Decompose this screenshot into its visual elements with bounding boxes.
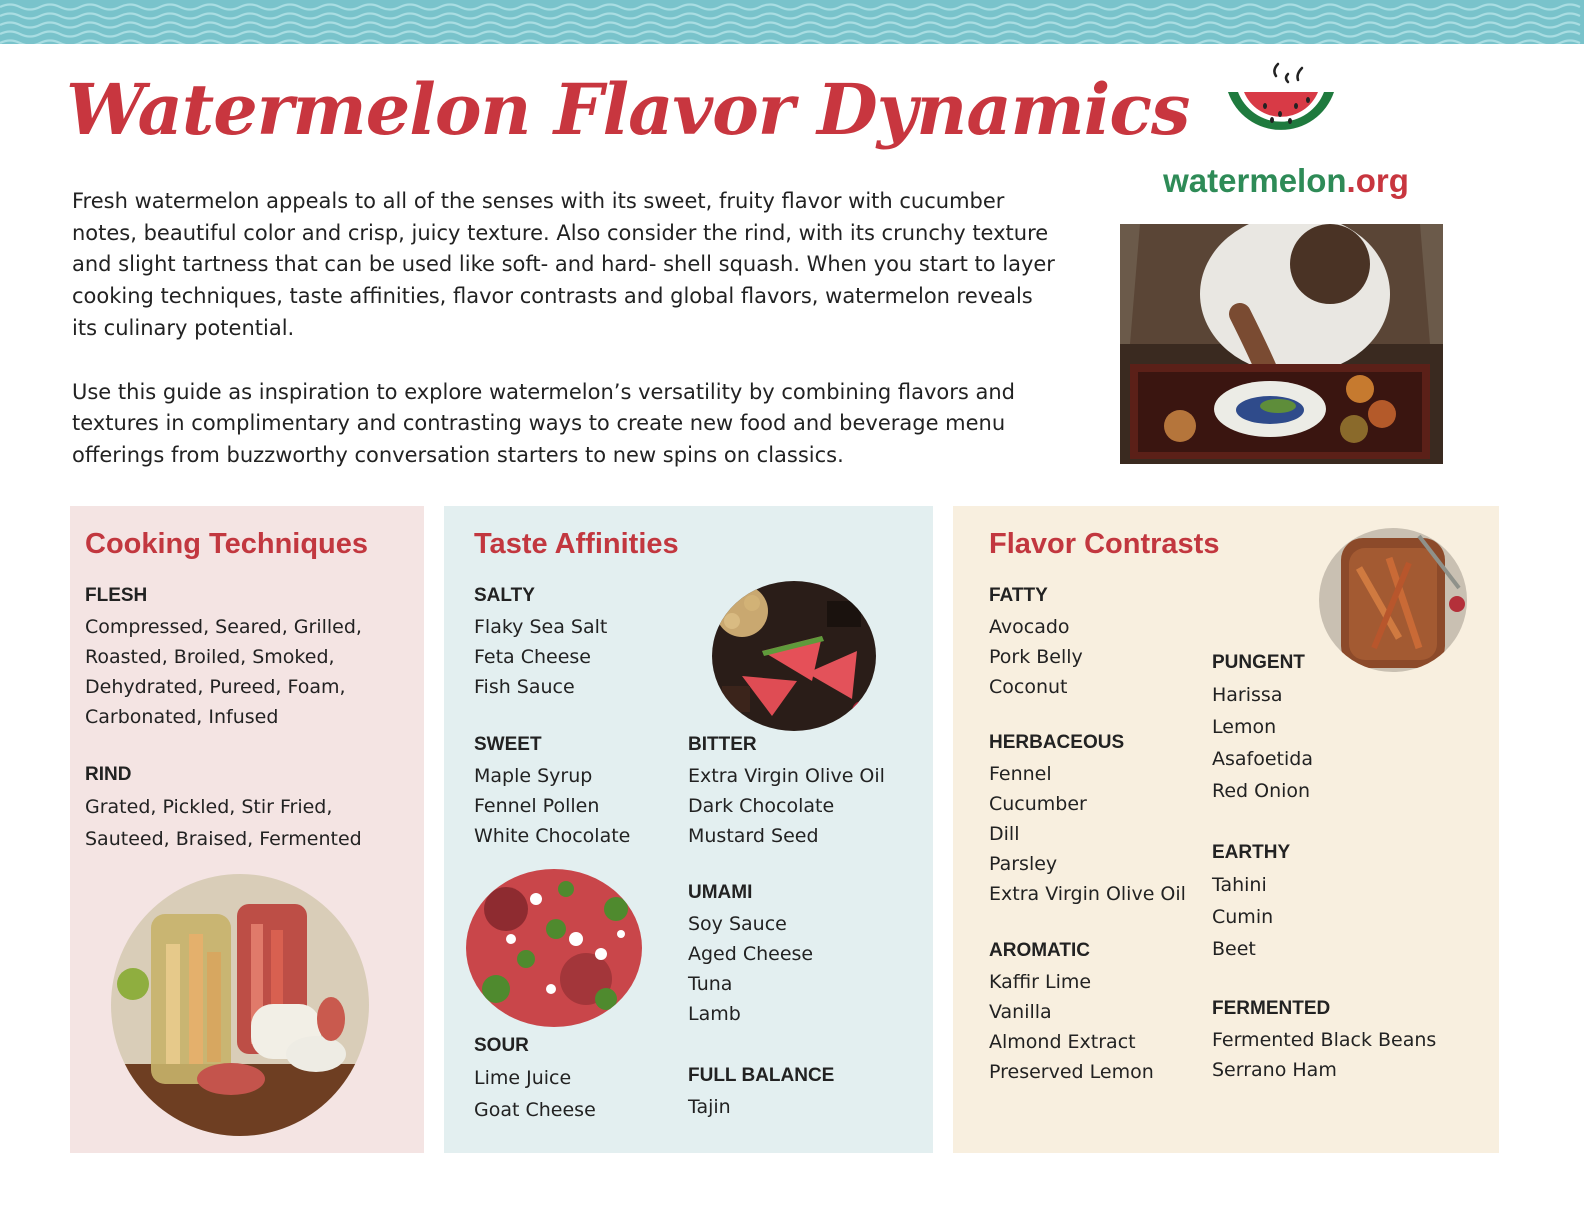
cooking-techniques-title: Cooking Techniques [85, 528, 369, 560]
logo-wordmark [1150, 162, 1422, 200]
list-item: Fermented Black Beans [1212, 1029, 1437, 1051]
list-item: Vanilla [989, 1001, 1052, 1023]
list-item: Sauteed, Braised, Fermented [85, 828, 362, 850]
fermented-group [1212, 997, 1436, 1085]
pungent-group [1212, 651, 1313, 807]
cooking-techniques-panel [70, 506, 424, 1153]
wave-pattern-band [0, 0, 1584, 44]
list-item: Pork Belly [989, 646, 1083, 668]
pungent-heading: PUNGENT [1212, 652, 1305, 673]
fatty-group [989, 584, 1083, 702]
sour-group [474, 1034, 596, 1126]
list-item: Aged Cheese [688, 943, 814, 965]
list-item: Red Onion [1212, 780, 1311, 802]
sweet-group [474, 733, 630, 851]
list-item: Lemon [1212, 716, 1277, 738]
aromatic-heading: AROMATIC [989, 940, 1090, 961]
list-item: Roasted, Broiled, Smoked, [85, 646, 335, 668]
umami-heading: UMAMI [688, 882, 753, 903]
list-item: Mustard Seed [688, 825, 819, 847]
list-item: Cumin [1212, 906, 1274, 928]
list-item: Extra Virgin Olive Oil [688, 765, 885, 787]
page-title: Watermelon Flavor Dynamics [66, 68, 1190, 151]
list-item: Grated, Pickled, Stir Fried, [85, 796, 333, 818]
list-item: Tajin [688, 1096, 731, 1118]
rind-heading: RIND [85, 764, 132, 785]
list-item: Goat Cheese [474, 1099, 596, 1121]
intro-paragraph-1: Fresh watermelon appeals to all of the senses with its sweet, fruity flavor with cucumber notes, beautiful color and crisp, juicy texture. Also consider the rind, with its crunchy texture and slight tartness that can be used like soft- and hard- shell squash. When you start to layer cooking techniques, taste affinities, flavor contrasts and global flavors, watermelon reveals its culinary potential. [72, 189, 1055, 340]
list-item: Flaky Sea Salt [474, 616, 608, 638]
list-item: Fennel Pollen [474, 795, 600, 817]
herbaceous-group [989, 731, 1186, 909]
earthy-heading: EARTHY [1212, 842, 1291, 863]
taste-affinities-title: Taste Affinities [474, 528, 679, 560]
flesh-heading: FLESH [85, 585, 148, 606]
list-item: Feta Cheese [474, 646, 591, 668]
watermelon-chocolate-photo [712, 581, 876, 731]
pickled-rind-photo [111, 874, 369, 1136]
list-item: Tahini [1212, 874, 1267, 896]
list-item: Beet [1212, 938, 1256, 960]
pickled-jar-photo [1319, 528, 1467, 672]
bitter-heading: BITTER [688, 734, 757, 755]
full-balance-heading: FULL BALANCE [688, 1065, 835, 1086]
list-item: Dark Chocolate [688, 795, 835, 817]
fatty-heading: FATTY [989, 585, 1048, 606]
list-item: Parsley [989, 853, 1058, 875]
intro-paragraph-2: Use this guide as inspiration to explore watermelon’s versatility by combining flavors and textures in complimentary and contrasting ways to create new food and beverage menu offerings from buzzworthy conversation starters to new spins on classics. [72, 379, 1015, 467]
earthy-group [1212, 841, 1290, 965]
sweet-heading: SWEET [474, 734, 542, 755]
list-item: Asafoetida [1212, 748, 1313, 770]
salty-group [474, 584, 607, 702]
list-item: Kaffir Lime [989, 971, 1092, 993]
list-item: Tuna [688, 973, 733, 995]
list-item: Maple Syrup [474, 765, 593, 787]
list-item: Cucumber [989, 793, 1087, 815]
list-item: Compressed, Seared, Grilled, [85, 616, 362, 638]
fermented-heading: FERMENTED [1212, 998, 1331, 1019]
intro-text [72, 186, 1062, 504]
watermelon-org-logo[interactable] [1150, 58, 1422, 208]
list-item: Preserved Lemon [989, 1061, 1154, 1083]
logo-text-suffix: .org [1346, 162, 1409, 199]
list-item: Fish Sauce [474, 676, 575, 698]
herbaceous-heading: HERBACEOUS [989, 732, 1125, 753]
bitter-group [688, 733, 885, 851]
flavor-contrasts-panel [953, 506, 1499, 1153]
aromatic-group [989, 939, 1154, 1087]
flesh-group [85, 584, 362, 732]
watermelon-slice-icon [1220, 58, 1350, 164]
list-item: Coconut [989, 676, 1068, 698]
list-item: Soy Sauce [688, 913, 787, 935]
flavor-contrasts-title: Flavor Contrasts [989, 528, 1220, 560]
list-item: Lamb [688, 1003, 741, 1025]
taste-affinities-panel [444, 506, 933, 1153]
umami-group [688, 881, 813, 1029]
list-item: Dehydrated, Pureed, Foam, [85, 676, 346, 698]
watermelon-salad-photo [466, 869, 642, 1027]
full-balance-group [688, 1064, 834, 1122]
rind-group [85, 763, 362, 855]
list-item: Dill [989, 823, 1020, 845]
list-item: Lime Juice [474, 1067, 572, 1089]
list-item: Serrano Ham [1212, 1059, 1337, 1081]
list-item: Avocado [989, 616, 1070, 638]
list-item: Extra Virgin Olive Oil [989, 883, 1186, 905]
list-item: Harissa [1212, 684, 1283, 706]
logo-text-main: watermelon [1163, 162, 1347, 199]
sour-heading: SOUR [474, 1035, 529, 1056]
list-item: White Chocolate [474, 825, 631, 847]
salty-heading: SALTY [474, 585, 535, 606]
chef-plating-photo [1120, 224, 1443, 464]
list-item: Almond Extract [989, 1031, 1136, 1053]
list-item: Fennel [989, 763, 1052, 785]
list-item: Carbonated, Infused [85, 706, 279, 728]
